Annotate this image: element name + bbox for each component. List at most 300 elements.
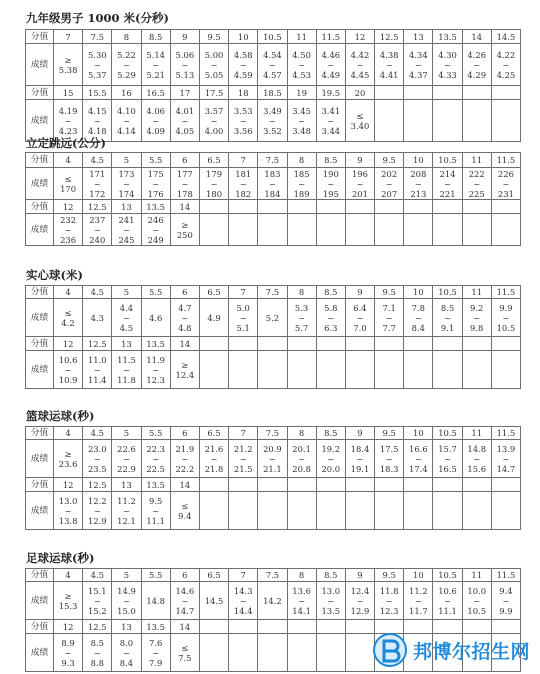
score-cell: 9.5: [375, 153, 404, 168]
result-cell: [316, 492, 345, 530]
watermark-text: 邦博尔招生网: [412, 640, 530, 663]
result-cell: 4.15 ~ 4.18: [83, 100, 112, 142]
score-cell: 13: [112, 200, 141, 214]
score-cell: 8.5: [141, 30, 170, 44]
section-title-1000m: 九年级男子 1000 米(分秒): [26, 11, 169, 25]
score-cell: [491, 337, 520, 351]
result-cell: 4.06 ~ 4.09: [141, 100, 170, 142]
result-cell: 14.3 ~ 14.4: [229, 582, 258, 620]
result-cell: 14.8: [141, 582, 170, 620]
score-cell: [345, 200, 374, 214]
score-cell: 12.5: [83, 620, 112, 634]
score-cell: 9: [345, 427, 374, 440]
score-cell: 10: [229, 30, 258, 44]
brand-b-logo-icon: [372, 632, 408, 668]
result-cell: [316, 351, 345, 389]
result-cell: 22.6 ~ 22.9: [112, 440, 141, 478]
score-cell: 5: [112, 153, 141, 168]
result-cell: 3.57 ~ 4.00: [199, 100, 228, 142]
score-cell: 7: [229, 153, 258, 168]
score-cell: 5.5: [141, 153, 170, 168]
score-cell: 12: [54, 620, 83, 634]
score-cell: 5: [112, 286, 141, 299]
score-label: 分值: [26, 427, 54, 440]
result-cell: 4.46 ~ 4.49: [316, 44, 345, 86]
result-cell: [433, 100, 462, 142]
result-cell: 13.6 ~ 14.1: [287, 582, 316, 620]
result-cell: 4.34 ~ 4.37: [404, 44, 433, 86]
result-cell: 8.5 ~ 9.1: [433, 299, 462, 337]
result-cell: [287, 634, 316, 672]
result-label: 成绩: [26, 634, 54, 672]
score-cell: 4: [54, 569, 83, 582]
score-cell: [258, 620, 287, 634]
score-label: 分值: [26, 620, 54, 634]
result-cell: [433, 214, 462, 246]
score-cell: 5: [112, 427, 141, 440]
table-standing-long-jump: [25, 152, 521, 246]
score-cell: [345, 478, 374, 492]
score-cell: 12.5: [375, 30, 404, 44]
result-cell: ≤ 7.5: [170, 634, 199, 672]
score-cell: 4.5: [83, 153, 112, 168]
result-label: 成绩: [26, 168, 54, 200]
score-cell: 11: [462, 569, 491, 582]
score-cell: 13.5: [141, 337, 170, 351]
result-cell: ≥ 12.4: [170, 351, 199, 389]
score-cell: [229, 200, 258, 214]
result-cell: 4.26 ~ 4.29: [462, 44, 491, 86]
score-cell: 11.5: [491, 569, 520, 582]
score-cell: 10: [404, 153, 433, 168]
section-title-basketball-dribble: 篮球运球(秒): [26, 409, 95, 423]
score-row: [26, 153, 521, 168]
result-cell: 7.6 ~ 7.9: [141, 634, 170, 672]
result-label: 成绩: [26, 582, 54, 620]
result-cell: 11.2 ~ 11.7: [404, 582, 433, 620]
score-row: [26, 30, 521, 44]
result-cell: 222 ~ 225: [462, 168, 491, 200]
score-cell: 13.5: [141, 200, 170, 214]
score-cell: [491, 200, 520, 214]
result-cell: 208 ~ 213: [404, 168, 433, 200]
score-cell: [229, 337, 258, 351]
result-cell: ≤ 9.4: [170, 492, 199, 530]
score-cell: 14: [170, 337, 199, 351]
result-row: [26, 351, 521, 389]
score-cell: 12.5: [83, 200, 112, 214]
score-cell: 8.5: [316, 153, 345, 168]
result-cell: [375, 351, 404, 389]
score-cell: 7.5: [258, 427, 287, 440]
result-cell: 11.5 ~ 11.8: [112, 351, 141, 389]
result-cell: 19.2 ~ 20.0: [316, 440, 345, 478]
result-label: 成绩: [26, 100, 54, 142]
score-cell: [199, 620, 228, 634]
score-cell: [229, 620, 258, 634]
result-cell: 3.53 ~ 3.56: [229, 100, 258, 142]
score-cell: 8: [287, 286, 316, 299]
score-cell: [404, 86, 433, 100]
result-cell: [433, 492, 462, 530]
score-cell: 11.5: [491, 153, 520, 168]
score-cell: [345, 620, 374, 634]
result-cell: [287, 214, 316, 246]
result-row: [26, 168, 521, 200]
score-cell: 5: [112, 569, 141, 582]
score-cell: 4: [54, 153, 83, 168]
result-cell: 181 ~ 182: [229, 168, 258, 200]
result-cell: 5.06 ~ 5.13: [170, 44, 199, 86]
score-cell: 6: [170, 569, 199, 582]
result-cell: [229, 634, 258, 672]
result-row: [26, 44, 521, 86]
result-cell: [258, 214, 287, 246]
result-cell: 20.9 ~ 21.1: [258, 440, 287, 478]
score-cell: [433, 86, 462, 100]
result-cell: 190 ~ 195: [316, 168, 345, 200]
score-cell: 8: [287, 153, 316, 168]
score-row: [26, 427, 521, 440]
score-cell: 10.5: [433, 286, 462, 299]
score-cell: [287, 337, 316, 351]
score-cell: 8: [112, 30, 141, 44]
result-cell: 8.5 ~ 8.8: [83, 634, 112, 672]
result-cell: 4.22 ~ 4.25: [491, 44, 520, 86]
result-cell: 5.30 ~ 5.37: [83, 44, 112, 86]
result-cell: [345, 492, 374, 530]
result-cell: 8.0 ~ 8.4: [112, 634, 141, 672]
score-cell: [462, 478, 491, 492]
result-label: 成绩: [26, 214, 54, 246]
score-cell: 6: [170, 153, 199, 168]
score-cell: 8.5: [316, 427, 345, 440]
section-title-football-dribble: 足球运球(秒): [26, 551, 95, 565]
result-cell: ≥ 15.3: [54, 582, 83, 620]
result-cell: 11.2 ~ 12.1: [112, 492, 141, 530]
result-cell: 171 ~ 172: [83, 168, 112, 200]
score-cell: 6.5: [199, 286, 228, 299]
score-cell: [199, 337, 228, 351]
result-cell: 5.3 ~ 5.7: [287, 299, 316, 337]
result-cell: [462, 100, 491, 142]
score-cell: [199, 478, 228, 492]
result-row: [26, 299, 521, 337]
result-label: 成绩: [26, 492, 54, 530]
score-cell: 9: [345, 153, 374, 168]
result-cell: 12.4 ~ 12.9: [345, 582, 374, 620]
score-label: 分值: [26, 286, 54, 299]
table-basketball-dribble: [25, 426, 521, 530]
score-cell: 11: [462, 286, 491, 299]
result-cell: ≤ 4.2: [54, 299, 83, 337]
score-cell: [287, 200, 316, 214]
result-cell: 18.4 ~ 19.1: [345, 440, 374, 478]
score-cell: 5.5: [141, 569, 170, 582]
score-cell: 13: [112, 478, 141, 492]
score-row: [26, 569, 521, 582]
result-cell: [491, 492, 520, 530]
score-cell: 6.5: [199, 153, 228, 168]
result-cell: [462, 492, 491, 530]
result-label: 成绩: [26, 440, 54, 478]
result-label: 成绩: [26, 351, 54, 389]
score-cell: 11: [287, 30, 316, 44]
watermark: [372, 632, 530, 668]
result-cell: ≥ 5.38: [54, 44, 83, 86]
result-cell: 21.2 ~ 21.5: [229, 440, 258, 478]
score-cell: [316, 620, 345, 634]
result-cell: 3.49 ~ 3.52: [258, 100, 287, 142]
score-cell: 10.5: [258, 30, 287, 44]
score-cell: 11.5: [491, 427, 520, 440]
score-row: [26, 286, 521, 299]
result-cell: 14.9 ~ 15.0: [112, 582, 141, 620]
score-cell: 9.5: [375, 427, 404, 440]
score-cell: [199, 200, 228, 214]
result-cell: 3.41 ~ 3.44: [316, 100, 345, 142]
score-cell: 4: [54, 286, 83, 299]
result-cell: ≤ 170: [54, 168, 83, 200]
result-cell: 246 ~ 249: [141, 214, 170, 246]
score-cell: 10.5: [433, 569, 462, 582]
score-cell: [316, 200, 345, 214]
score-cell: 11: [462, 153, 491, 168]
result-cell: ≤ 3.40: [345, 100, 374, 142]
result-cell: 185 ~ 189: [287, 168, 316, 200]
score-row: [26, 337, 521, 351]
score-cell: 15.5: [83, 86, 112, 100]
score-label: 分值: [26, 569, 54, 582]
result-cell: [345, 634, 374, 672]
result-cell: 4.58 ~ 4.59: [229, 44, 258, 86]
score-row: [26, 86, 521, 100]
result-cell: [287, 492, 316, 530]
score-cell: [375, 478, 404, 492]
score-cell: [433, 478, 462, 492]
result-cell: 4.10 ~ 4.14: [112, 100, 141, 142]
score-cell: 18.5: [258, 86, 287, 100]
score-label: 分值: [26, 153, 54, 168]
result-cell: 20.1 ~ 20.8: [287, 440, 316, 478]
section-title-shot-put: 实心球(米): [26, 268, 83, 282]
score-cell: 10: [404, 569, 433, 582]
table-shot-put: [25, 285, 521, 389]
score-cell: 9.5: [375, 286, 404, 299]
score-cell: 5.5: [141, 427, 170, 440]
score-cell: 7: [229, 427, 258, 440]
result-cell: [258, 492, 287, 530]
result-cell: [462, 351, 491, 389]
score-cell: 8.5: [316, 286, 345, 299]
score-cell: 10.5: [433, 153, 462, 168]
score-cell: 7: [229, 286, 258, 299]
score-cell: [433, 337, 462, 351]
result-cell: 4.19 ~ 4.23: [54, 100, 83, 142]
score-cell: [316, 337, 345, 351]
score-cell: 8: [287, 569, 316, 582]
result-cell: [229, 492, 258, 530]
score-cell: 12: [54, 478, 83, 492]
score-cell: 16: [112, 86, 141, 100]
result-cell: 4.01 ~ 4.05: [170, 100, 199, 142]
result-cell: [375, 214, 404, 246]
score-cell: [287, 620, 316, 634]
score-cell: 5.5: [141, 286, 170, 299]
result-label: 成绩: [26, 44, 54, 86]
score-cell: 7.5: [258, 286, 287, 299]
result-cell: 4.9: [199, 299, 228, 337]
score-cell: [375, 337, 404, 351]
result-cell: 4.50 ~ 4.53: [287, 44, 316, 86]
result-cell: 237 ~ 240: [83, 214, 112, 246]
result-cell: 241 ~ 245: [112, 214, 141, 246]
score-cell: 7.5: [258, 153, 287, 168]
score-cell: 7: [54, 30, 83, 44]
result-cell: 23.0 ~ 23.5: [83, 440, 112, 478]
result-cell: 4.54 ~ 4.57: [258, 44, 287, 86]
result-cell: 4.38 ~ 4.41: [375, 44, 404, 86]
score-cell: 10: [404, 286, 433, 299]
result-cell: 21.9 ~ 22.2: [170, 440, 199, 478]
result-cell: 11.0 ~ 11.4: [83, 351, 112, 389]
result-cell: 15.7 ~ 16.5: [433, 440, 462, 478]
result-cell: 5.0 ~ 5.1: [229, 299, 258, 337]
score-cell: 14: [170, 620, 199, 634]
result-cell: [462, 214, 491, 246]
score-cell: [404, 337, 433, 351]
score-label: 分值: [26, 30, 54, 44]
result-cell: [229, 214, 258, 246]
result-cell: 9.4 ~ 9.9: [491, 582, 520, 620]
section-title-standing-long-jump: 立定跳远(公分): [26, 136, 106, 150]
result-cell: 4.6: [141, 299, 170, 337]
result-cell: [404, 214, 433, 246]
score-cell: 12: [345, 30, 374, 44]
result-cell: [433, 351, 462, 389]
result-cell: [229, 351, 258, 389]
score-cell: 6.5: [199, 427, 228, 440]
result-cell: 9.5 ~ 11.1: [141, 492, 170, 530]
result-cell: 10.0 ~ 10.5: [462, 582, 491, 620]
result-cell: 16.6 ~ 17.4: [404, 440, 433, 478]
score-cell: 14: [170, 478, 199, 492]
result-cell: 183 ~ 184: [258, 168, 287, 200]
score-cell: 13: [404, 30, 433, 44]
result-cell: 5.22 ~ 5.29: [112, 44, 141, 86]
score-cell: 13: [112, 337, 141, 351]
score-label: 分值: [26, 478, 54, 492]
score-cell: 4.5: [83, 427, 112, 440]
score-cell: 8: [287, 427, 316, 440]
score-label: 分值: [26, 200, 54, 214]
result-cell: 8.9 ~ 9.3: [54, 634, 83, 672]
result-cell: [404, 351, 433, 389]
result-cell: 173 ~ 174: [112, 168, 141, 200]
result-cell: 232 ~ 236: [54, 214, 83, 246]
score-cell: [375, 86, 404, 100]
result-cell: 5.2: [258, 299, 287, 337]
result-cell: [199, 351, 228, 389]
result-cell: [258, 351, 287, 389]
score-cell: 14.5: [491, 30, 520, 44]
score-cell: 12.5: [83, 478, 112, 492]
score-cell: 14: [170, 200, 199, 214]
score-cell: [433, 200, 462, 214]
result-cell: 179 ~ 180: [199, 168, 228, 200]
result-cell: 9.9 ~ 10.5: [491, 299, 520, 337]
score-cell: 7.5: [258, 569, 287, 582]
score-cell: [491, 478, 520, 492]
score-cell: [491, 86, 520, 100]
result-cell: ≥ 250: [170, 214, 199, 246]
score-cell: 10: [404, 427, 433, 440]
score-cell: 9: [345, 569, 374, 582]
result-cell: [258, 634, 287, 672]
score-cell: 14: [462, 30, 491, 44]
result-cell: 4.30 ~ 4.33: [433, 44, 462, 86]
result-label: 成绩: [26, 299, 54, 337]
result-cell: 14.8 ~ 15.6: [462, 440, 491, 478]
result-cell: [287, 351, 316, 389]
result-cell: 14.6 ~ 14.7: [170, 582, 199, 620]
result-cell: [199, 492, 228, 530]
result-cell: 10.6 ~ 10.9: [54, 351, 83, 389]
score-cell: 10.5: [433, 427, 462, 440]
result-cell: 13.0 ~ 13.5: [316, 582, 345, 620]
score-cell: 19.5: [316, 86, 345, 100]
result-cell: [404, 492, 433, 530]
result-cell: [404, 100, 433, 142]
score-cell: 13.5: [433, 30, 462, 44]
result-cell: 6.4 ~ 7.0: [345, 299, 374, 337]
result-cell: 10.6 ~ 11.1: [433, 582, 462, 620]
result-cell: [375, 100, 404, 142]
score-label: 分值: [26, 337, 54, 351]
result-cell: 5.00 ~ 5.05: [199, 44, 228, 86]
score-cell: 18: [229, 86, 258, 100]
score-cell: 17.5: [199, 86, 228, 100]
result-row: [26, 214, 521, 246]
result-cell: 4.4 ~ 4.5: [112, 299, 141, 337]
score-cell: 8.5: [316, 569, 345, 582]
score-cell: 15: [54, 86, 83, 100]
score-cell: [404, 200, 433, 214]
result-cell: 5.8 ~ 6.3: [316, 299, 345, 337]
score-row: [26, 478, 521, 492]
result-cell: 9.2 ~ 9.8: [462, 299, 491, 337]
result-cell: 3.45 ~ 3.48: [287, 100, 316, 142]
score-cell: [287, 478, 316, 492]
score-cell: 16.5: [141, 86, 170, 100]
score-cell: 9.5: [199, 30, 228, 44]
score-cell: 9.5: [375, 569, 404, 582]
score-cell: 13.5: [141, 620, 170, 634]
result-cell: [316, 634, 345, 672]
result-cell: 13.9 ~ 14.7: [491, 440, 520, 478]
score-cell: 7.5: [83, 30, 112, 44]
result-cell: [199, 634, 228, 672]
score-cell: 12.5: [83, 337, 112, 351]
score-cell: [258, 478, 287, 492]
result-cell: [345, 214, 374, 246]
result-cell: 5.14 ~ 5.21: [141, 44, 170, 86]
score-cell: 12: [54, 200, 83, 214]
score-cell: [462, 200, 491, 214]
result-cell: [375, 492, 404, 530]
score-cell: [462, 337, 491, 351]
table-1000m: [25, 29, 521, 142]
